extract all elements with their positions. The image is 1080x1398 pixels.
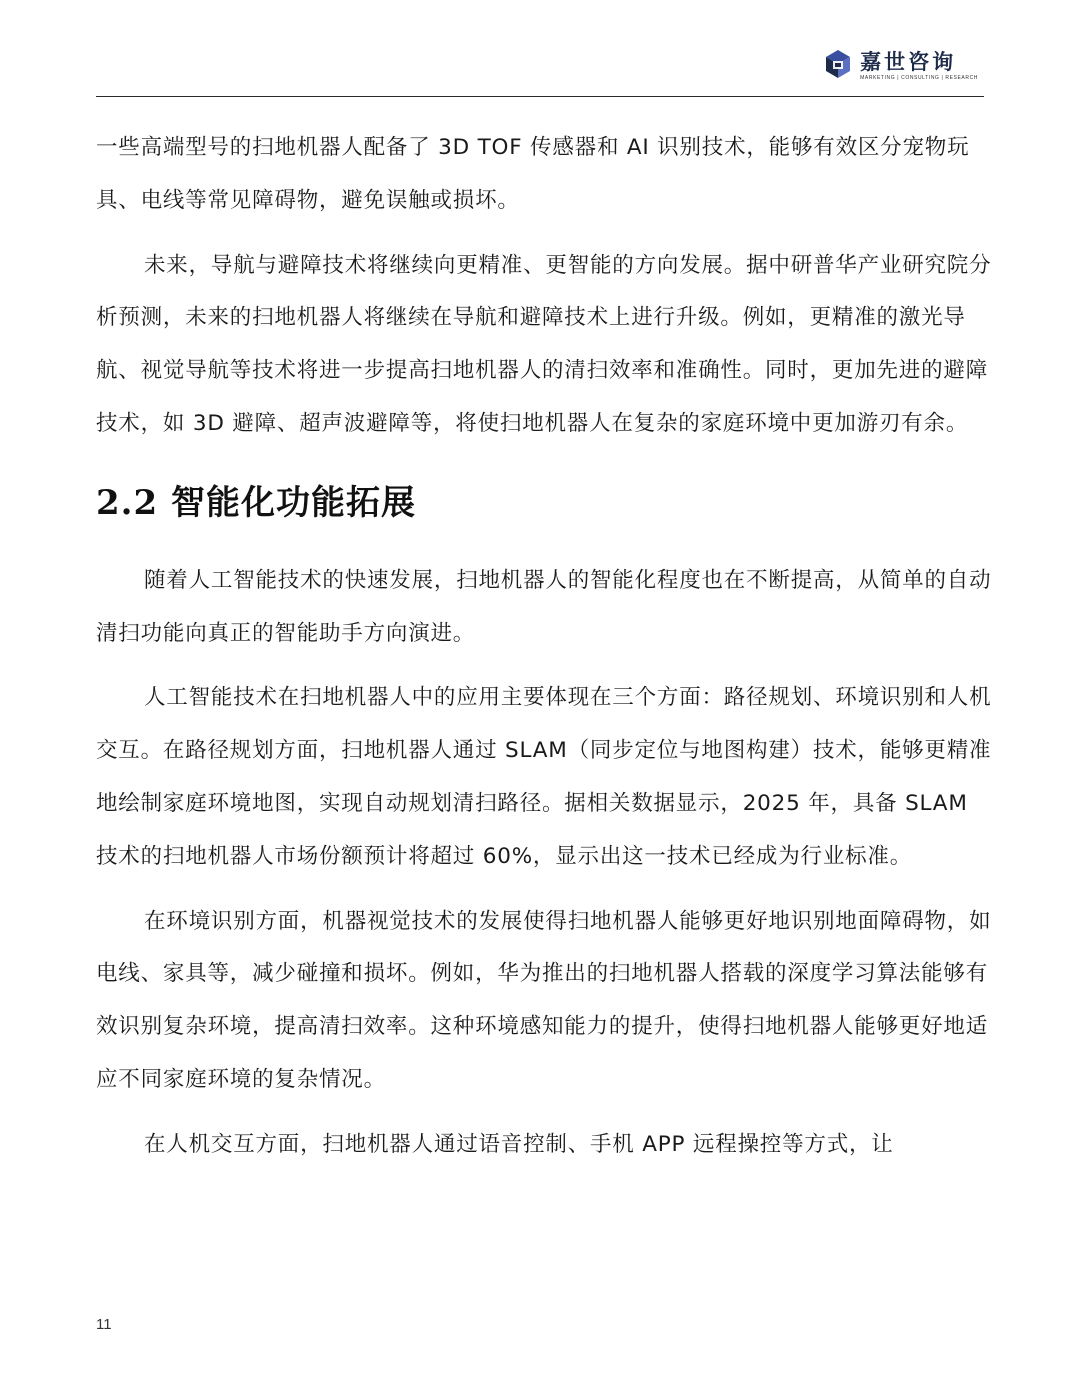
paragraph: 一些高端型号的扫地机器人配备了 3D TOF 传感器和 AI 识别技术，能够有效区分宠物玩具、电线等常见障碍物，避免误触或损坏。: [96, 135, 970, 213]
paragraph: 人工智能技术在扫地机器人中的应用主要体现在三个方面：路径规划、环境识别和人机交互。在路径规划方面，扫地机器人通过 SLAM（同步定位与地图构建）技术，能够更精准地绘制家庭环境地图，实现自动规划清扫路径。据相关数据显示，2025 年，具备 SLAM 技术的扫地机器人市场份额预计将超过 60%，显示出这一技术已经成为行业标准。: [96, 685, 992, 869]
logo-cube-icon: [824, 48, 852, 82]
logo-tagline: MARKETING | CONSULTING | RESEARCH: [860, 74, 978, 81]
paragraph: 在人机交互方面，扫地机器人通过语音控制、手机 APP 远程操控等方式，让: [144, 1131, 894, 1157]
page-header: [96, 40, 984, 97]
paragraph: 未来，导航与避障技术将继续向更精准、更智能的方向发展。据中研普华产业研究院分析预测，未来的扫地机器人将继续在导航和避障技术上进行升级。例如，更精准的激光导航、视觉导航等技术将进一步提高扫地机器人的清扫效率和准确性。同时，更加先进的避障技术，如 3D 避障、超声波避障等，将使扫地机器人在复杂的家庭环境中更加游刃有余。: [96, 252, 992, 436]
document-body: [96, 122, 996, 1172]
section-heading: 2.2 智能化功能拓展: [96, 482, 416, 523]
company-logo: [824, 48, 978, 82]
logo-name: 嘉世咨询: [860, 49, 957, 74]
page-number: 11: [96, 1316, 112, 1333]
paragraph: 随着人工智能技术的快速发展，扫地机器人的智能化程度也在不断提高，从简单的自动清扫功能向真正的智能助手方向演进。: [96, 567, 992, 646]
paragraph: 在环境识别方面，机器视觉技术的发展使得扫地机器人能够更好地识别地面障碍物，如电线、家具等，减少碰撞和损坏。例如，华为推出的扫地机器人搭载的深度学习算法能够有效识别复杂环境，提高清扫效率。这种环境感知能力的提升，使得扫地机器人能够更好地适应不同家庭环境的复杂情况。: [96, 908, 992, 1092]
